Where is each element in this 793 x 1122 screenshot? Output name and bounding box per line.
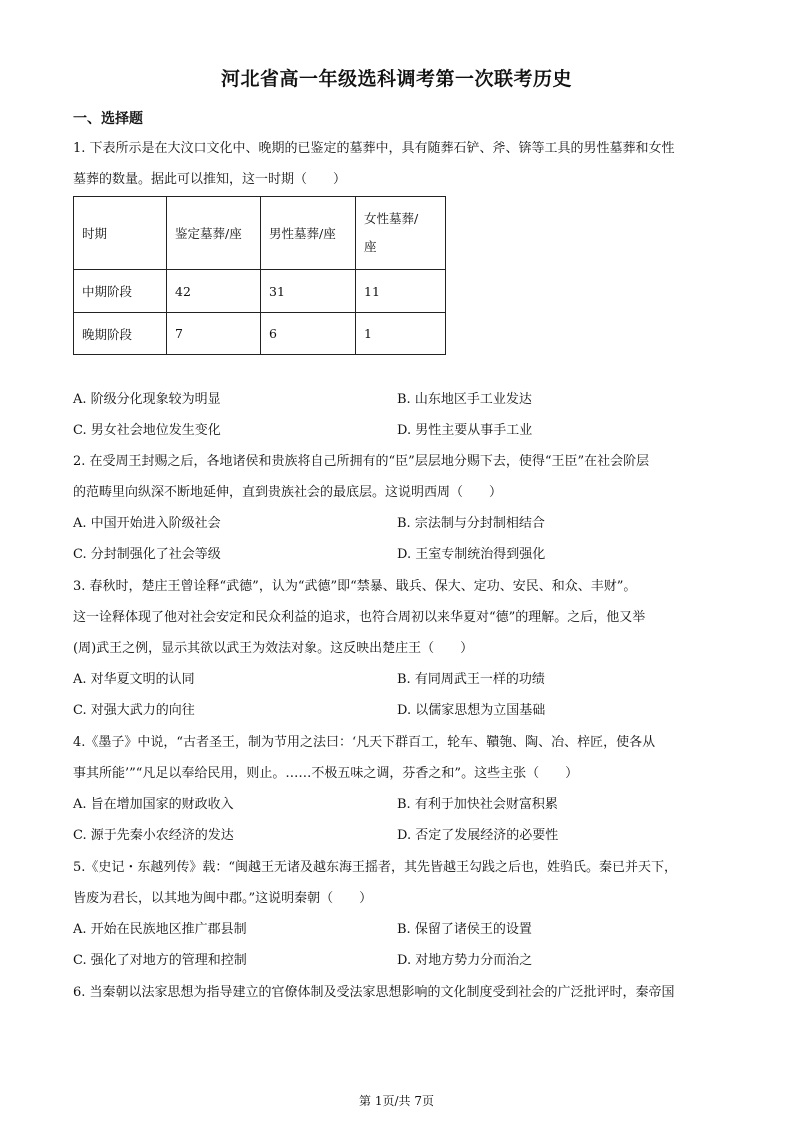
q4-line-1: 4.《墨子》中说，“古者圣王，制为节用之法曰：‘凡天下群百工，轮车、鞼匏、陶、冶、梓匠，使各从 [73, 735, 656, 750]
table-header-cell: 男性墓葬/座 [261, 197, 356, 270]
table-cell: 42 [167, 270, 261, 313]
table-row [74, 313, 446, 355]
table-row [74, 270, 446, 313]
q4-option-c: C. 源于先秦小农经济的发达 [73, 828, 234, 843]
section-heading: 一、选择题 [73, 111, 143, 127]
q5-option-c: C. 强化了对地方的管理和控制 [73, 953, 247, 968]
q1-option-d: D. 男性主要从事手工业 [397, 423, 533, 438]
q1-option-a: A. 阶级分化现象较为明显 [73, 392, 221, 407]
header-text-part: 女性墓葬/ [364, 211, 419, 226]
q2-option-d: D. 王室专制统治得到强化 [397, 547, 546, 562]
table-cell: 6 [261, 313, 356, 355]
q5-option-d: D. 对地方势力分而治之 [397, 953, 533, 968]
table-header-row [74, 197, 446, 270]
table-cell: 晚期阶段 [74, 313, 167, 355]
q2-line-1: 2. 在受周王封赐之后，各地诸侯和贵族将自己所拥有的“臣”层层地分赐下去，使得“王臣”在社会阶层 [73, 454, 650, 469]
q3-option-d: D. 以儒家思想为立国基础 [397, 703, 546, 718]
table-header-cell: 鉴定墓葬/座 [167, 197, 261, 270]
q4-option-d: D. 否定了发展经济的必要性 [397, 828, 559, 843]
table-cell: 中期阶段 [74, 270, 167, 313]
page-footer: 第 1页/共 7页 [359, 1094, 434, 1108]
q6-line-1: 6. 当秦朝以法家思想为指导建立的官僚体制及受法家思想影响的文化制度受到社会的广泛批评时，秦帝国 [73, 985, 675, 1000]
q2-option-a: A. 中国开始进入阶级社会 [73, 516, 221, 531]
table-cell: 31 [261, 270, 356, 313]
q1-option-c: C. 男女社会地位发生变化 [73, 423, 221, 438]
q2-option-c: C. 分封制强化了社会等级 [73, 547, 221, 562]
table-cell: 11 [356, 270, 446, 313]
q3-option-b: B. 有同周武王一样的功绩 [397, 672, 545, 687]
q3-option-c: C. 对强大武力的向往 [73, 703, 195, 718]
q1-line-2: 墓葬的数量。据此可以推知，这一时期（ ） [73, 172, 347, 187]
q4-option-a: A. 旨在增加国家的财政收入 [73, 797, 234, 812]
q3-line-1: 3. 春秋时，楚庄王曾诠释“武德”，认为“武德”即“禁暴、戢兵、保大、定功、安民、和众、丰财”。 [73, 579, 637, 594]
table-header-cell [356, 197, 446, 270]
q3-line-2: 这一诠释体现了他对社会安定和民众利益的追求，也符合周初以来华夏对“德”的理解。之后，他又举 [73, 610, 646, 625]
q5-line-2: 皆废为君长，以其地为闽中郡。”这说明秦朝（ ） [73, 891, 373, 906]
q3-option-a: A. 对华夏文明的认同 [73, 672, 195, 687]
document-title: 河北省高一年级选科调考第一次联考历史 [220, 68, 572, 90]
q3-line-3: (周)武王之例，显示其欲以武王为效法对象。这反映出楚庄王（ ） [73, 641, 474, 656]
table-cell: 1 [356, 313, 446, 355]
q5-option-a: A. 开始在民族地区推广郡县制 [73, 922, 247, 937]
q1-data-table [73, 196, 446, 355]
table-cell: 7 [167, 313, 261, 355]
q1-option-b: B. 山东地区手工业发达 [397, 392, 532, 407]
q4-line-2: 事其所能’”“凡足以奉给民用，则止。……不极五味之调，芬香之和”。这些主张（ ） [73, 766, 579, 781]
q4-option-b: B. 有利于加快社会财富积累 [397, 797, 558, 812]
q5-option-b: B. 保留了诸侯王的设置 [397, 922, 532, 937]
q2-line-2: 的范畴里向纵深不断地延伸，直到贵族社会的最底层。这说明西周（ ） [73, 485, 503, 500]
header-text-part: 座 [364, 239, 377, 254]
table-header-cell: 时期 [74, 197, 167, 270]
q5-line-1: 5.《史记・东越列传》载：“闽越王无诸及越东海王摇者，其先皆越王勾践之后也，姓驺氏。秦已并天下， [73, 860, 678, 875]
q2-option-b: B. 宗法制与分封制相结合 [397, 516, 545, 531]
q1-line-1: 1. 下表所示是在大汶口文化中、晚期的已鉴定的墓葬中，具有随葬石铲、斧、锛等工具的男性墓葬和女性 [73, 141, 675, 156]
